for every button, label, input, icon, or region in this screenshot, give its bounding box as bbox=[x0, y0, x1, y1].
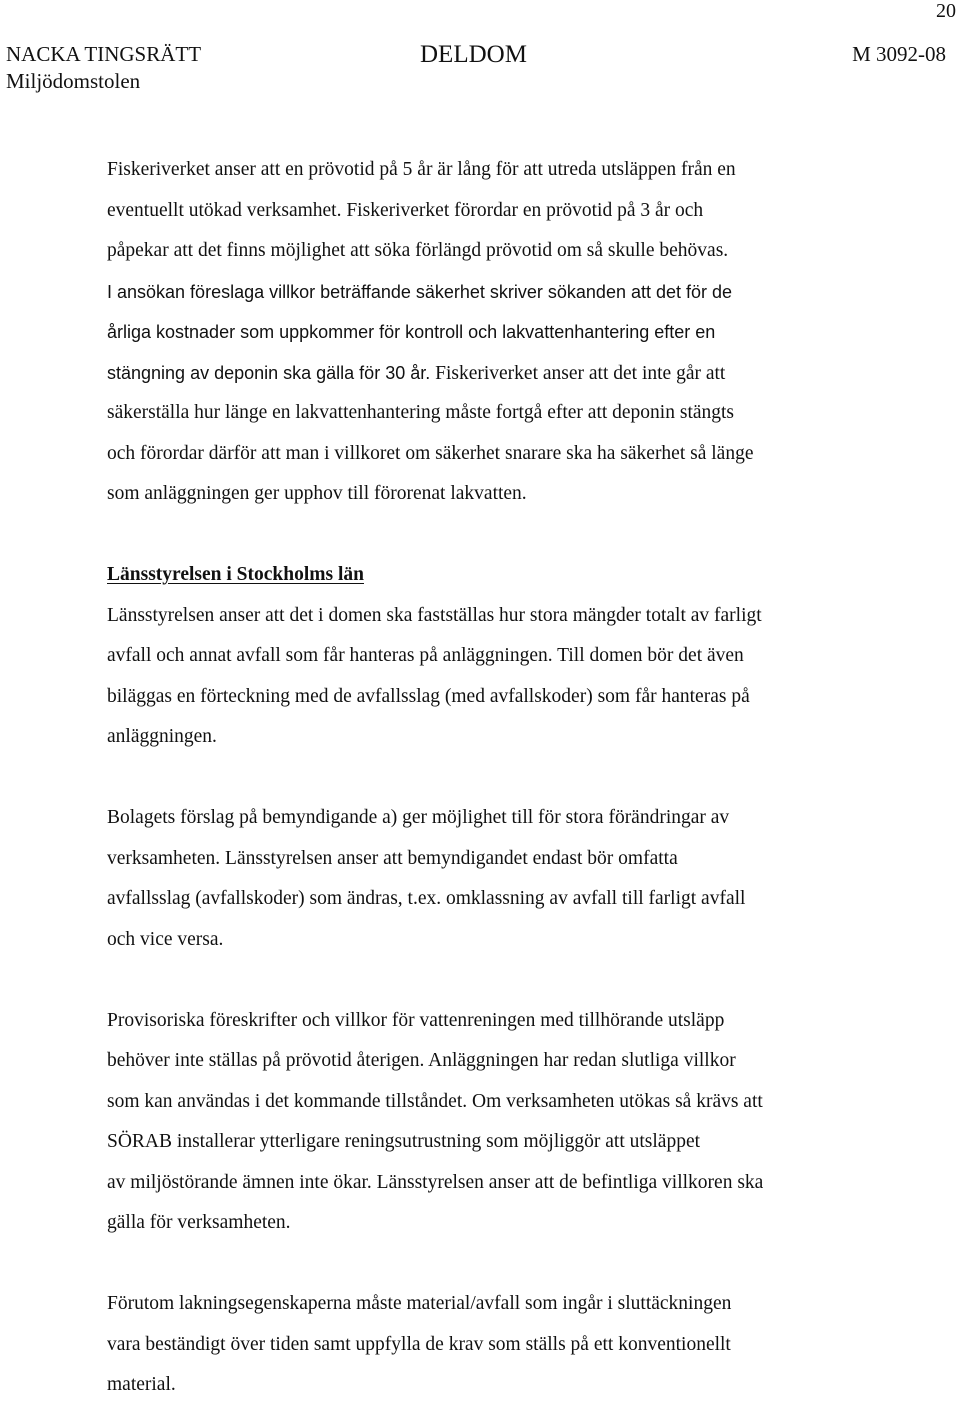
text-line bbox=[107, 353, 927, 394]
case-number: M 3092-08 bbox=[852, 42, 946, 66]
text-line: årliga kostnader som uppkommer för kontroll och lakvattenhantering efter en bbox=[107, 322, 716, 342]
text-line: Fiskeriverket anser att en prövotid på 5 år är lång för att utreda utsläppen från en bbox=[107, 159, 736, 180]
text-line: avfall och annat avfall som får hanteras på anläggningen. Till domen bör det även bbox=[107, 645, 744, 666]
text-line: som anläggningen ger upphov till förorenat lakvatten. bbox=[107, 483, 527, 504]
text-line: behöver inte ställas på prövotid återigen. Anläggningen har redan slutliga villkor bbox=[107, 1050, 736, 1071]
paragraph-gap bbox=[107, 960, 927, 1001]
text-line: Provisoriska föreskrifter och villkor för vattenreningen med tillhörande utsläpp bbox=[107, 1009, 725, 1031]
text-line: eventuellt utökad verksamhet. Fiskeriverket förordar en prövotid på 3 år och bbox=[107, 199, 704, 221]
text-segment: Fiskeriverket anser att det inte går att bbox=[430, 362, 726, 384]
text-line: I ansökan föreslaga villkor beträffande säkerhet skriver sökanden att det för de bbox=[107, 281, 733, 302]
text-line: gälla för verksamheten. bbox=[107, 1212, 291, 1233]
document-type: DELDOM bbox=[420, 41, 527, 68]
page-number: 20 bbox=[936, 0, 956, 22]
text-line: säkerställa hur länge en lakvattenhantering måste fortgå efter att deponin stängts bbox=[107, 402, 735, 423]
text-line: av miljöstörande ämnen inte ökar. Länsstyrelsen anser att de befintliga villkoren ska bbox=[107, 1171, 764, 1193]
text-line: avfallsslag (avfallskoder) som ändras, t.ex. omklassning av avfall till farligt avfall bbox=[107, 888, 746, 909]
text-line: Bolagets förslag på bemyndigande a) ger möjlighet till för stora förändringar av bbox=[107, 807, 730, 828]
text-line: SÖRAB installerar ytterligare reningsutrustning som möjliggör att utsläppet bbox=[107, 1131, 701, 1152]
text-line: biläggas en förteckning med de avfallsslag (med avfallskoder) som får hanteras på bbox=[107, 685, 750, 707]
court-division: Miljödomstolen bbox=[6, 69, 141, 93]
text-line: och vice versa. bbox=[107, 928, 224, 950]
text-line: vara beständigt över tiden samt uppfylla de krav som ställs på ett konventionellt bbox=[107, 1333, 731, 1355]
text-line: och förordar därför att man i villkoret om säkerhet snarare ska ha säkerhet så länge bbox=[107, 442, 754, 464]
paragraph-gap bbox=[107, 1244, 927, 1285]
text-segment: stängning av deponin ska gälla för 30 år. bbox=[107, 362, 431, 383]
text-line: som kan användas i det kommande tillståndet. Om verksamheten utökas så krävs att bbox=[107, 1090, 763, 1112]
section-heading: Länsstyrelsen i Stockholms län bbox=[107, 564, 364, 585]
text-line: Förutom lakningsegenskaperna måste material/avfall som ingår i sluttäckningen bbox=[107, 1293, 732, 1314]
text-line: anläggningen. bbox=[107, 726, 217, 747]
document-body bbox=[107, 150, 927, 1406]
text-line: påpekar att det finns möjlighet att söka förlängd prövotid om så skulle behövas. bbox=[107, 240, 729, 261]
text-line: verksamheten. Länsstyrelsen anser att bemyndigandet endast bör omfatta bbox=[107, 847, 678, 869]
court-name: NACKA TINGSRÄTT bbox=[6, 42, 202, 66]
paragraph-gap bbox=[107, 515, 927, 556]
paragraph-gap bbox=[107, 758, 927, 799]
text-line: material. bbox=[107, 1374, 176, 1395]
text-line: Länsstyrelsen anser att det i domen ska fastställas hur stora mängder totalt av farligt bbox=[107, 604, 762, 626]
